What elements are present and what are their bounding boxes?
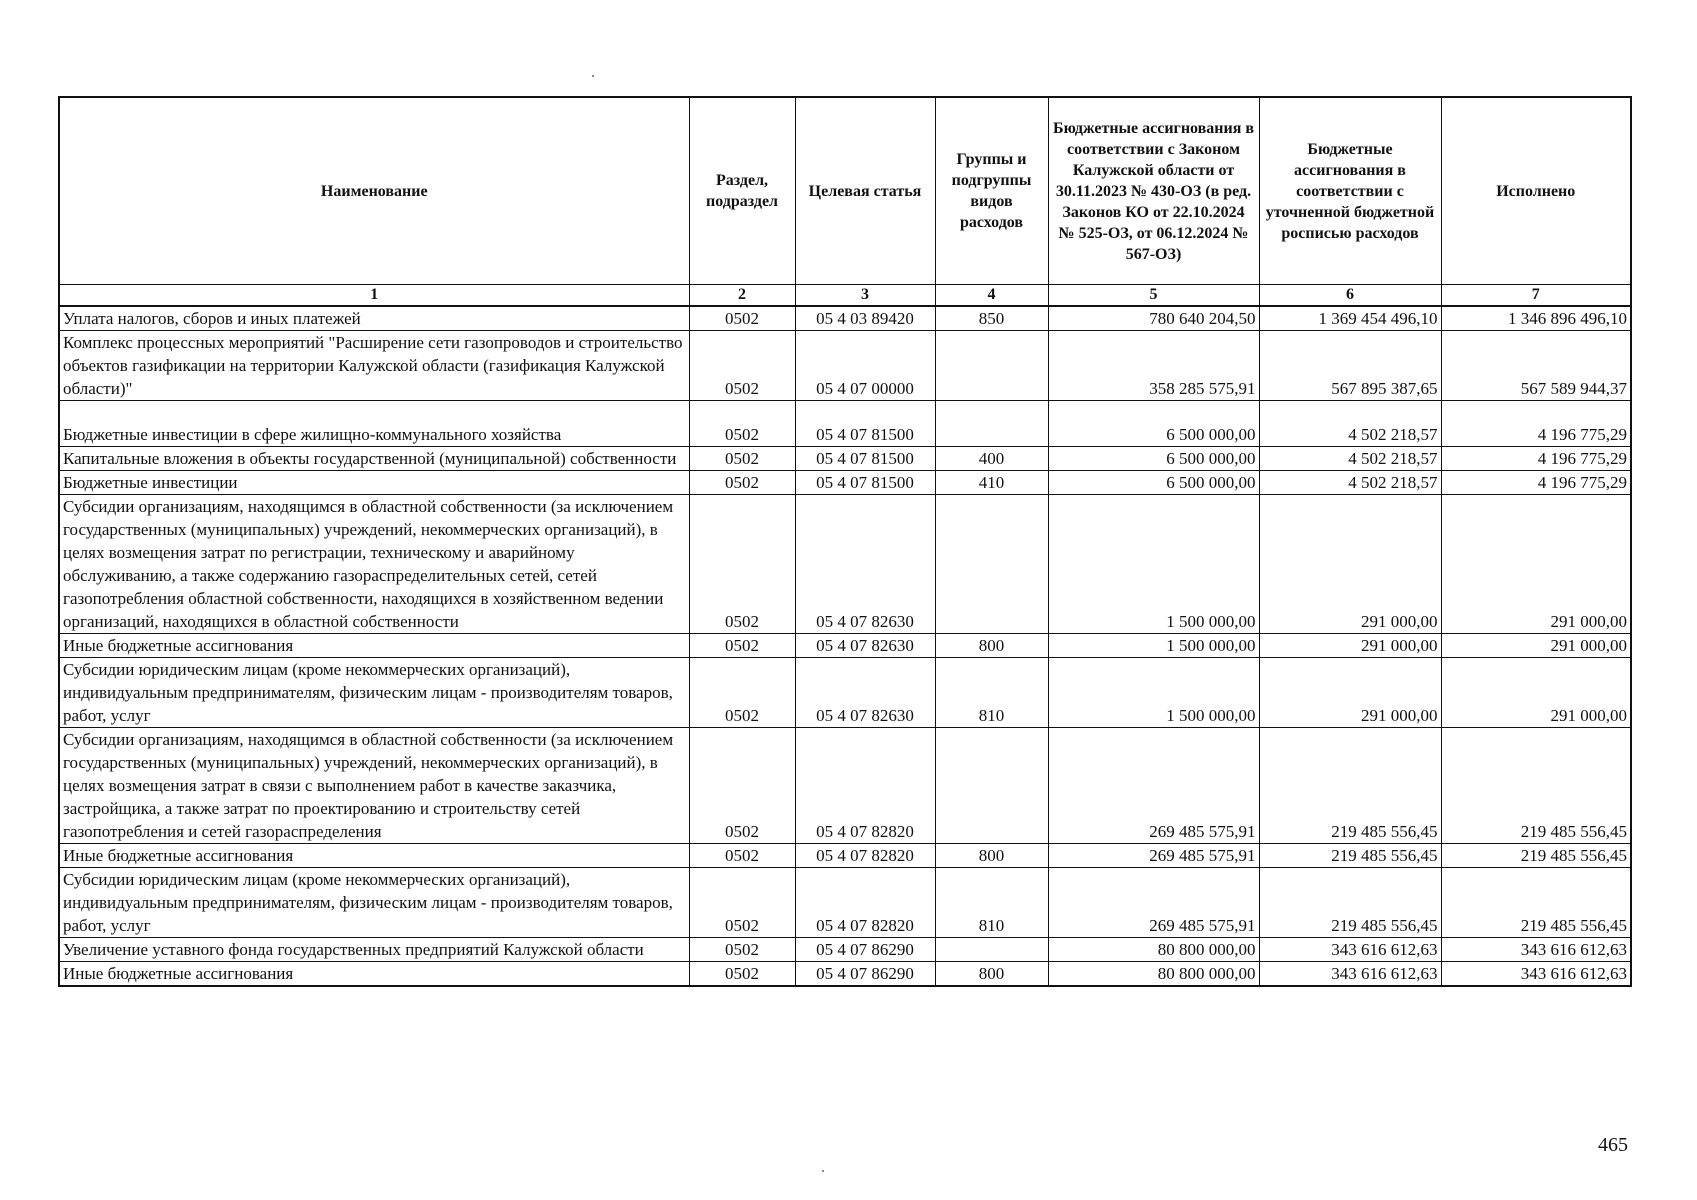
row-schedule-amount: 1 369 454 496,10 <box>1259 306 1441 331</box>
row-section: 0502 <box>689 728 795 844</box>
row-law-amount: 80 800 000,00 <box>1048 938 1259 962</box>
row-law-amount: 6 500 000,00 <box>1048 471 1259 495</box>
row-section: 0502 <box>689 658 795 728</box>
row-group <box>935 728 1048 844</box>
header-row <box>59 97 1631 285</box>
row-law-amount: 6 500 000,00 <box>1048 401 1259 447</box>
row-section: 0502 <box>689 401 795 447</box>
column-number: 2 <box>689 285 795 307</box>
row-article: 05 4 03 89420 <box>795 306 935 331</box>
table-row <box>59 844 1631 868</box>
row-executed-amount: 219 485 556,45 <box>1441 844 1631 868</box>
row-schedule-amount: 291 000,00 <box>1259 634 1441 658</box>
column-number: 5 <box>1048 285 1259 307</box>
row-law-amount: 269 485 575,91 <box>1048 868 1259 938</box>
table-row <box>59 728 1631 844</box>
row-law-amount: 1 500 000,00 <box>1048 634 1259 658</box>
row-executed-amount: 219 485 556,45 <box>1441 868 1631 938</box>
row-executed-amount: 219 485 556,45 <box>1441 728 1631 844</box>
row-name: Капитальные вложения в объекты государственной (муниципальной) собственности <box>59 447 689 471</box>
row-schedule-amount: 219 485 556,45 <box>1259 868 1441 938</box>
row-name: Иные бюджетные ассигнования <box>59 634 689 658</box>
row-group: 400 <box>935 447 1048 471</box>
table-row <box>59 306 1631 331</box>
row-name: Увеличение уставного фонда государственных предприятий Калужской области <box>59 938 689 962</box>
row-name: Комплекс процессных мероприятий "Расширение сети газопроводов и строительство объектов газификации на территории Калужской области (газификация Калужской области)" <box>59 331 689 401</box>
table-row <box>59 868 1631 938</box>
row-section: 0502 <box>689 938 795 962</box>
row-schedule-amount: 291 000,00 <box>1259 495 1441 634</box>
row-law-amount: 1 500 000,00 <box>1048 495 1259 634</box>
row-article: 05 4 07 82820 <box>795 844 935 868</box>
row-schedule-amount: 219 485 556,45 <box>1259 844 1441 868</box>
row-name: Иные бюджетные ассигнования <box>59 962 689 987</box>
table-row <box>59 401 1631 447</box>
row-group: 810 <box>935 658 1048 728</box>
row-group <box>935 401 1048 447</box>
row-section: 0502 <box>689 471 795 495</box>
row-name: Уплата налогов, сборов и иных платежей <box>59 306 689 331</box>
column-number: 4 <box>935 285 1048 307</box>
budget-table <box>58 96 1632 987</box>
row-article: 05 4 07 81500 <box>795 447 935 471</box>
row-section: 0502 <box>689 331 795 401</box>
row-article: 05 4 07 82630 <box>795 634 935 658</box>
row-section: 0502 <box>689 844 795 868</box>
row-name: Иные бюджетные ассигнования <box>59 844 689 868</box>
row-article: 05 4 07 81500 <box>795 471 935 495</box>
row-executed-amount: 343 616 612,63 <box>1441 962 1631 987</box>
row-group: 850 <box>935 306 1048 331</box>
row-schedule-amount: 291 000,00 <box>1259 658 1441 728</box>
table-row <box>59 658 1631 728</box>
column-number: 7 <box>1441 285 1631 307</box>
row-section: 0502 <box>689 634 795 658</box>
row-group: 800 <box>935 962 1048 987</box>
row-law-amount: 80 800 000,00 <box>1048 962 1259 987</box>
header-schedule-allocation: Бюджетные ассигнования в соответствии с уточненной бюджетной росписью расходов <box>1259 97 1441 285</box>
row-schedule-amount: 219 485 556,45 <box>1259 728 1441 844</box>
row-section: 0502 <box>689 447 795 471</box>
row-name: Субсидии организациям, находящимся в областной собственности (за исключением государственных (муниципальных) учреждений, некоммерческих организаций), в целях возмещения затрат в связи с выполнением работ в качестве заказчика, застройщика, а также затрат по проектированию и строительству сетей газопотребления и сетей газораспределения <box>59 728 689 844</box>
column-number: 3 <box>795 285 935 307</box>
row-group <box>935 495 1048 634</box>
row-article: 05 4 07 86290 <box>795 938 935 962</box>
row-executed-amount: 291 000,00 <box>1441 634 1631 658</box>
row-executed-amount: 4 196 775,29 <box>1441 471 1631 495</box>
scan-speck <box>592 75 594 77</box>
table-row <box>59 938 1631 962</box>
header-name: Наименование <box>59 97 689 285</box>
row-law-amount: 6 500 000,00 <box>1048 447 1259 471</box>
page-number: 465 <box>1598 1134 1628 1156</box>
row-group: 410 <box>935 471 1048 495</box>
table-row <box>59 471 1631 495</box>
row-executed-amount: 343 616 612,63 <box>1441 938 1631 962</box>
row-name: Бюджетные инвестиции в сфере жилищно-коммунального хозяйства <box>59 401 689 447</box>
row-law-amount: 269 485 575,91 <box>1048 728 1259 844</box>
row-law-amount: 780 640 204,50 <box>1048 306 1259 331</box>
row-section: 0502 <box>689 306 795 331</box>
row-article: 05 4 07 86290 <box>795 962 935 987</box>
row-executed-amount: 4 196 775,29 <box>1441 447 1631 471</box>
header-section: Раздел, подраздел <box>689 97 795 285</box>
header-law-allocation: Бюджетные ассигнования в соответствии с Законом Калужской области от 30.11.2023 № 430-ОЗ (в ред. Законов КО от 22.10.2024 № 525-ОЗ, от 06.12.2024 № 567-ОЗ) <box>1048 97 1259 285</box>
row-section: 0502 <box>689 868 795 938</box>
row-group: 800 <box>935 634 1048 658</box>
row-name: Субсидии юридическим лицам (кроме некоммерческих организаций), индивидуальным предпринимателям, физическим лицам - производителям товаров, работ, услуг <box>59 658 689 728</box>
column-number: 6 <box>1259 285 1441 307</box>
scan-speck <box>822 1170 824 1172</box>
header-executed: Исполнено <box>1441 97 1631 285</box>
table-row <box>59 331 1631 401</box>
row-schedule-amount: 343 616 612,63 <box>1259 962 1441 987</box>
column-number-row <box>59 285 1631 307</box>
row-law-amount: 358 285 575,91 <box>1048 331 1259 401</box>
row-group <box>935 938 1048 962</box>
row-article: 05 4 07 81500 <box>795 401 935 447</box>
row-article: 05 4 07 82820 <box>795 868 935 938</box>
header-group: Группы и подгруппы видов расходов <box>935 97 1048 285</box>
row-group <box>935 331 1048 401</box>
row-name: Субсидии юридическим лицам (кроме некоммерческих организаций), индивидуальным предпринимателям, физическим лицам - производителям товаров, работ, услуг <box>59 868 689 938</box>
row-law-amount: 1 500 000,00 <box>1048 658 1259 728</box>
table-row <box>59 962 1631 987</box>
budget-table-container <box>58 96 1630 987</box>
row-schedule-amount: 343 616 612,63 <box>1259 938 1441 962</box>
row-schedule-amount: 567 895 387,65 <box>1259 331 1441 401</box>
row-group: 800 <box>935 844 1048 868</box>
row-executed-amount: 567 589 944,37 <box>1441 331 1631 401</box>
row-article: 05 4 07 82630 <box>795 658 935 728</box>
table-row <box>59 634 1631 658</box>
table-row <box>59 447 1631 471</box>
row-section: 0502 <box>689 495 795 634</box>
row-schedule-amount: 4 502 218,57 <box>1259 401 1441 447</box>
header-article: Целевая статья <box>795 97 935 285</box>
row-executed-amount: 4 196 775,29 <box>1441 401 1631 447</box>
row-name: Бюджетные инвестиции <box>59 471 689 495</box>
row-section: 0502 <box>689 962 795 987</box>
row-law-amount: 269 485 575,91 <box>1048 844 1259 868</box>
row-schedule-amount: 4 502 218,57 <box>1259 447 1441 471</box>
table-row <box>59 495 1631 634</box>
row-article: 05 4 07 82630 <box>795 495 935 634</box>
row-article: 05 4 07 82820 <box>795 728 935 844</box>
row-schedule-amount: 4 502 218,57 <box>1259 471 1441 495</box>
row-name: Субсидии организациям, находящимся в областной собственности (за исключением государственных (муниципальных) учреждений, некоммерческих организаций), в целях возмещения затрат по регистрации, техническому и аварийному обслуживанию, а также содержанию газораспределительных сетей, сетей газопотребления областной собственности, находящихся в хозяйственном ведении организаций, находящихся в областной собственности <box>59 495 689 634</box>
column-number: 1 <box>59 285 689 307</box>
row-executed-amount: 291 000,00 <box>1441 658 1631 728</box>
row-group: 810 <box>935 868 1048 938</box>
row-executed-amount: 291 000,00 <box>1441 495 1631 634</box>
row-executed-amount: 1 346 896 496,10 <box>1441 306 1631 331</box>
row-article: 05 4 07 00000 <box>795 331 935 401</box>
